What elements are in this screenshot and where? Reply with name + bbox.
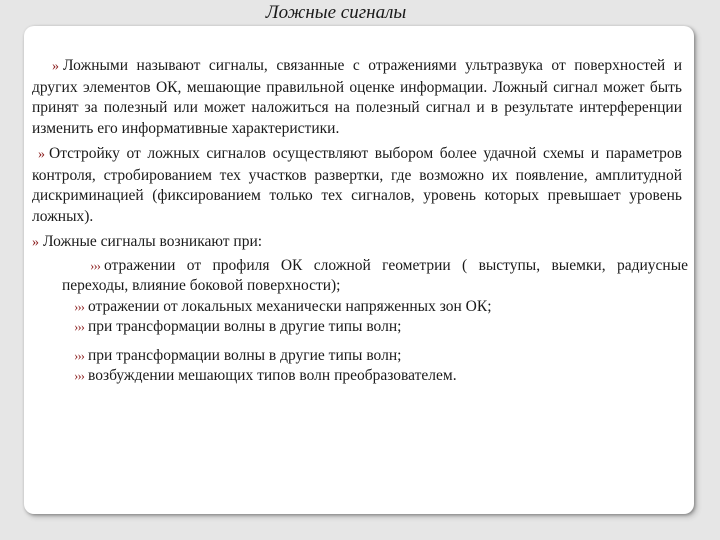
- bullet-marker: »: [52, 59, 59, 74]
- sub-bullet-marker: ›››: [74, 347, 84, 363]
- slide-body: [32, 56, 688, 387]
- paragraph-causes-intro: [32, 232, 682, 254]
- causes-list: [32, 256, 688, 387]
- sub-bullet-marker: ›››: [74, 319, 84, 334]
- list-item: [32, 256, 688, 297]
- paragraph-definition: [32, 56, 682, 139]
- paragraph-text: Ложные сигналы возникают при:: [43, 233, 263, 250]
- list-item-text: отражении от локальных механически напряженных зон ОК;: [88, 297, 492, 315]
- bullet-marker: »: [38, 147, 45, 162]
- list-item-text: при трансформации волны в другие типы волн;: [88, 346, 402, 364]
- list-item-text: отражении от профиля ОК сложной геометрии ( выступы, выемки, радиусные переходы, влияние боковой поверхности);: [62, 256, 688, 294]
- bullet-marker: »: [32, 235, 39, 250]
- slide-title: Ложные сигналы: [265, 2, 407, 23]
- list-item-text: возбуждении мешающих типов волн преобразователем.: [88, 367, 457, 384]
- paragraph-suppression: [32, 144, 682, 227]
- paragraph-text: Отстройку от ложных сигналов осуществляют выбором более удачной схемы и параметров контроля, стробированием тех участков развертки, где возможно их появление, амплитудной дискриминацией (фиксированием только тех сигналов, уровень которых превышает уровень ложных).: [32, 145, 682, 225]
- paragraph-text: Ложными называют сигналы, связанные с отражениями ультразвука от поверхностей и других элементов ОК, мешающие правильной оценке информации. Ложный сигнал может быть принят за полезный или может наложиться на полезный сигнал и в результате интерференции изменить его информативные характеристики.: [32, 57, 682, 137]
- sub-bullet-marker: ›››: [90, 257, 100, 273]
- list-item: [32, 317, 682, 338]
- sub-bullet-marker: ›››: [74, 298, 84, 314]
- list-item: [32, 346, 682, 367]
- list-item-text: при трансформации волны в другие типы волн;: [88, 318, 402, 335]
- sub-bullet-marker: ›››: [74, 368, 84, 383]
- list-item: [32, 366, 682, 387]
- list-item: [32, 297, 682, 318]
